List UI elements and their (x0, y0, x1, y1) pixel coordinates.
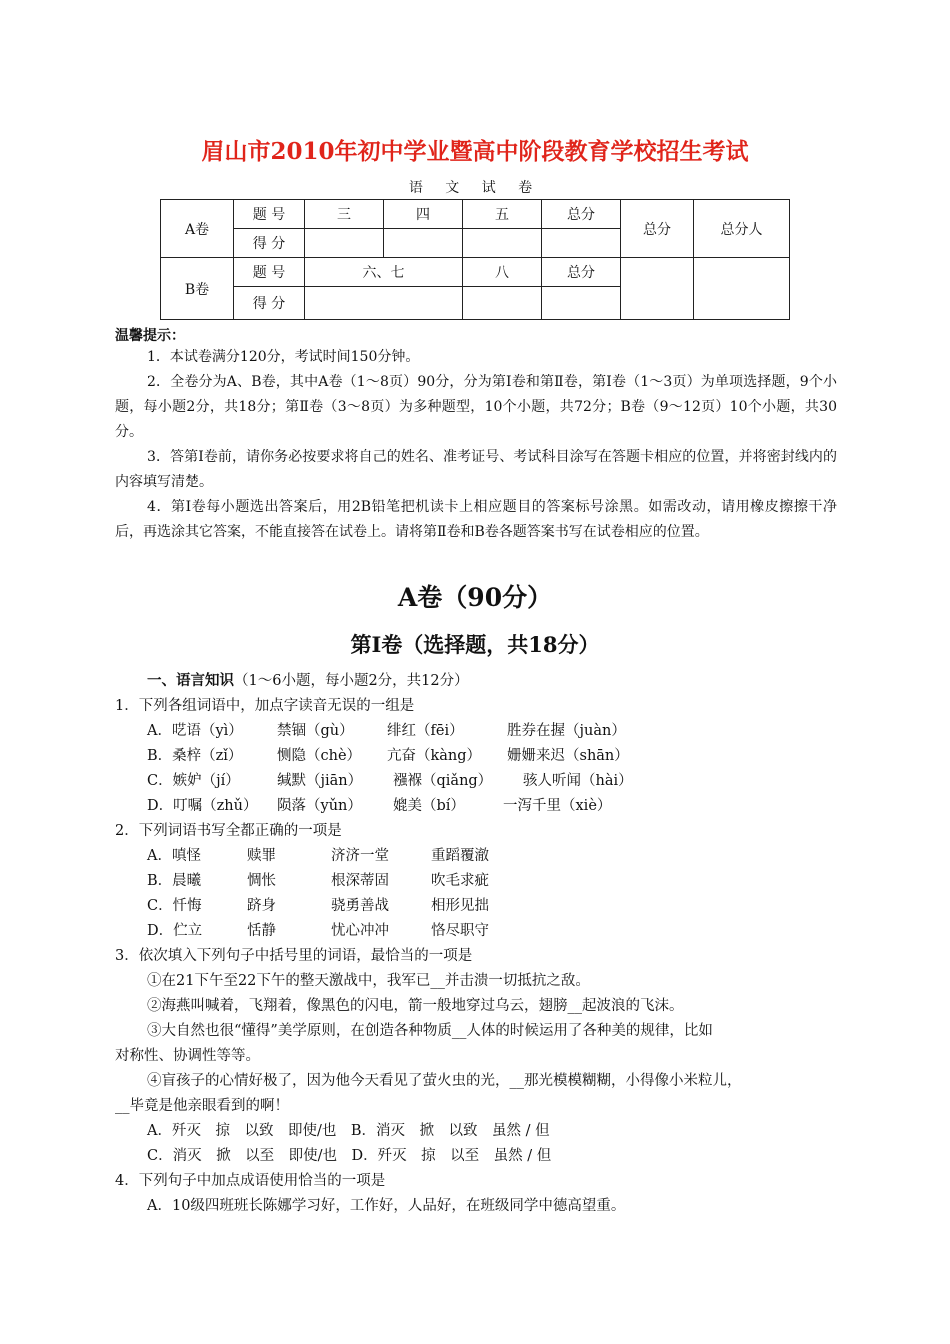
option-term: 恬静 (247, 923, 276, 939)
option-term: 重蹈覆澈 (431, 848, 489, 864)
exam-title: 眉山市2010年初中学业暨高中阶段教育学校招生考试 (201, 138, 749, 165)
notice-heading: 温馨提示： (115, 328, 185, 344)
option-term: 绯红（fēi） (387, 723, 464, 739)
option-term: 禁锢（gù） (277, 723, 354, 739)
a-volume-label: A卷 (161, 200, 234, 258)
q1-option-d[interactable] (147, 796, 611, 816)
col-header: 总分 (542, 258, 621, 287)
tihao-label: 题 号 (234, 200, 305, 229)
option-term: 骇人听闻（hài） (523, 773, 633, 789)
option-term: A．呓语（yì） (147, 723, 243, 739)
option-term: 陨落（yǔn） (277, 798, 362, 814)
option-term: 跻身 (247, 898, 276, 914)
option-term: 缄默（jiān） (277, 773, 363, 789)
col-header: 三 (305, 200, 384, 229)
q3-options-ab[interactable]: A．歼灭 掠 以致 即使/也 B．消灭 掀 以致 虽然 / 但 (147, 1123, 550, 1139)
q3-sentence-4-cont: __毕竟是他亲眼看到的啊！ (115, 1098, 289, 1114)
col-header: 四 (384, 200, 463, 229)
q3-stem: 3．依次填入下列句子中括号里的词语，最恰当的一项是 (115, 948, 473, 964)
total-label: 总分 (621, 200, 694, 258)
q3-options-cd[interactable]: C．消灭 掀 以至 即使/也 D．歼灭 掠 以至 虽然 / 但 (147, 1148, 552, 1164)
score-cell[interactable] (463, 287, 542, 320)
score-table (160, 199, 790, 320)
option-term: 赎罪 (247, 848, 276, 864)
option-term: 媲美（bí） (393, 798, 465, 814)
col-header: 八 (463, 258, 542, 287)
option-term: 恻隐（chè） (277, 748, 362, 764)
q2-option-b[interactable] (147, 871, 489, 891)
option-term: 济济一堂 (331, 848, 389, 864)
score-cell[interactable] (384, 229, 463, 258)
q1-stem: 1．下列各组词语中，加点字读音无误的一组是 (115, 698, 415, 714)
option-term: 恪尽职守 (431, 923, 489, 939)
option-term: 相形见拙 (431, 898, 489, 914)
col-header: 总分 (542, 200, 621, 229)
total-person-label: 总分人 (694, 200, 790, 258)
option-term: C．忏悔 (147, 898, 202, 914)
q4-option-a[interactable]: A．10级四班班长陈娜学习好，工作好，人品好，在班级同学中德高望重。 (147, 1198, 626, 1214)
defen-label: 得 分 (234, 287, 305, 320)
b-volume-label: B卷 (161, 258, 234, 320)
option-term: 胜券在握（juàn） (507, 723, 626, 739)
option-term: B．桑梓（zǐ） (147, 748, 243, 764)
option-term: D．叮嘱（zhǔ） (147, 798, 258, 814)
q2-option-c[interactable] (147, 896, 489, 916)
section-a-heading: A卷（90分） (397, 583, 553, 612)
q2-option-a[interactable] (147, 846, 489, 866)
option-term: 惆怅 (247, 873, 276, 889)
defen-label: 得 分 (234, 229, 305, 258)
option-term: C．嫉妒（jí） (147, 773, 240, 789)
q3-sentence-2: ②海燕叫喊着，飞翔着，像黑色的闪电，箭一般地穿过乌云，翅膀__起波浪的飞沫。 (147, 998, 684, 1014)
language-section-label: 一、语言知识 (147, 672, 234, 689)
option-term: A．嗔怪 (147, 848, 201, 864)
total-score-cell[interactable] (621, 258, 694, 320)
total-person-cell[interactable] (694, 258, 790, 320)
notice-item-1: 1．本试卷满分120分，考试时间150分钟。 (147, 349, 420, 365)
option-term: 骁勇善战 (331, 898, 389, 914)
q3-sentence-3-cont: 对称性、协调性等等。 (115, 1048, 260, 1064)
tihao-label: 题 号 (234, 258, 305, 287)
option-term: 忧心冲冲 (331, 923, 389, 939)
exam-subtitle: 语 文 试 卷 (408, 180, 542, 196)
q3-sentence-3: ③大自然也很“懂得”美学原则，在创造各种物质__人体的时候运用了各种美的规律，比如 (147, 1023, 713, 1039)
notice-item-3: 3．答第Ⅰ卷前，请你务必按要求将自己的姓名、准考证号、考试科目涂写在答题卡相应的位置，并将密封线内的内容填写清楚。 (115, 449, 837, 490)
score-cell[interactable] (542, 229, 621, 258)
option-term: 一泻千里（xiè） (503, 798, 612, 814)
notice-item-2: 2．全卷分为A、B卷，其中A卷（1～8页）90分，分为第Ⅰ卷和第Ⅱ卷，第Ⅰ卷（1～3页）为单项选择题，9个小题，每小题2分，共18分；第Ⅱ卷（3～8页）为多种题型，10个小题，共72分；B卷（9～12页）10个小题，共30分。 (115, 374, 837, 440)
q4-stem: 4．下列句子中加点成语使用恰当的一项是 (115, 1173, 386, 1189)
score-cell[interactable] (305, 229, 384, 258)
option-term: 吹毛求疵 (431, 873, 489, 889)
q3-sentence-1: ①在21下午至22下午的整天激战中，我军已__并击溃一切抵抗之敌。 (147, 973, 590, 989)
option-term: D．伫立 (147, 923, 203, 939)
q1-option-b[interactable] (147, 746, 629, 766)
part-1-heading: 第Ⅰ卷（选择题，共18分） (350, 632, 600, 657)
option-term: B．晨曦 (147, 873, 202, 889)
score-cell[interactable] (542, 287, 621, 320)
q1-option-a[interactable] (147, 721, 626, 741)
q2-option-d[interactable] (147, 921, 489, 941)
q3-sentence-4: ④盲孩子的心情好极了，因为他今天看见了萤火虫的光，__那光模模糊糊，小得像小米粒儿， (147, 1073, 742, 1089)
score-cell[interactable] (463, 229, 542, 258)
language-section-heading (147, 671, 469, 691)
language-section-detail: （1～6小题，每小题2分，共12分） (234, 673, 469, 689)
col-header: 六、七 (305, 258, 463, 287)
notice-item-4: 4．第Ⅰ卷每小题选出答案后，用2B铅笔把机读卡上相应题目的答案标号涂黑。如需改动，请用橡皮擦擦干净后，再选涂其它答案，不能直接答在试卷上。请将第Ⅱ卷和B卷各题答案书写在试卷相应的位置。 (115, 499, 837, 540)
q2-stem: 2．下列词语书写全都正确的一项是 (115, 823, 342, 839)
option-term: 姗姗来迟（shān） (507, 748, 629, 764)
col-header: 五 (463, 200, 542, 229)
q1-option-c[interactable] (147, 771, 633, 791)
option-term: 根深蒂固 (331, 873, 389, 889)
option-term: 襁褓（qiǎng） (393, 773, 493, 789)
score-cell[interactable] (305, 287, 463, 320)
option-term: 亢奋（kàng） (387, 748, 482, 764)
